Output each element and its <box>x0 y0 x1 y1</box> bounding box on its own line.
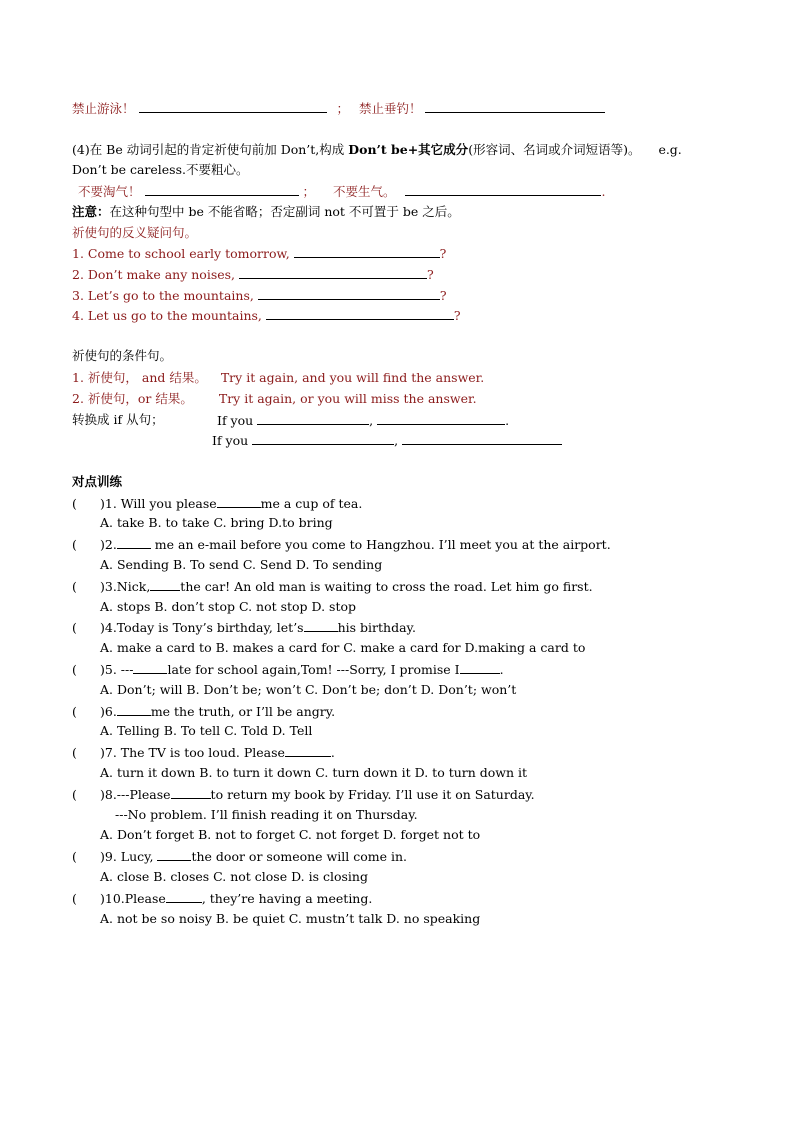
blank-q5b[interactable] <box>460 661 500 674</box>
blank-if-2a[interactable] <box>252 432 394 445</box>
drill-heading <box>72 474 122 490</box>
question-text: me a cup of tea. <box>260 496 363 511</box>
forbid-line <box>72 100 605 117</box>
separator: ； <box>336 101 349 116</box>
question-4 <box>72 619 416 636</box>
blank-q10[interactable] <box>166 890 202 903</box>
blank-tag-2[interactable] <box>239 266 427 279</box>
tag-item-4 <box>72 307 461 324</box>
period: . <box>505 413 510 428</box>
if-label: If you <box>217 413 258 428</box>
if-line-1 <box>217 412 509 429</box>
options-9: A. close B. closes C. not close D. is closing <box>100 869 368 884</box>
answer-paren: ( <box>72 579 77 594</box>
rule4-line3 <box>78 183 605 200</box>
blank-tag-3[interactable] <box>258 287 440 300</box>
rule4-text-b: (形容词、名词或介词短语等)。 <box>468 142 641 157</box>
if-line-2 <box>212 432 562 449</box>
answer-paren: ( <box>72 849 77 864</box>
question-text: , they’re having a meeting. <box>201 891 373 906</box>
tag-item-text: 4. Let us go to the mountains, <box>72 308 266 323</box>
blank-q2[interactable] <box>117 536 151 549</box>
blank-q1[interactable] <box>217 495 261 508</box>
rule4-line1 <box>72 142 682 158</box>
question-text: )6. <box>100 704 117 719</box>
period: . <box>499 662 504 677</box>
angry-label: 不要生气。 <box>332 184 396 199</box>
question-text: )9. Lucy, <box>100 849 158 864</box>
question-7 <box>72 744 335 761</box>
question-3 <box>72 578 593 595</box>
blank-q5a[interactable] <box>133 661 167 674</box>
question-text: )7. The TV is too loud. Please <box>100 745 285 760</box>
blank-q4[interactable] <box>304 619 338 632</box>
cond-item-label: 1. 祈使句， and 结果。 <box>72 370 207 385</box>
answer-paren: ( <box>72 537 77 552</box>
tag-item-2 <box>72 266 434 283</box>
question-6 <box>72 703 335 720</box>
answer-paren: ( <box>72 745 77 760</box>
question-9 <box>72 848 407 865</box>
rule4-text-a: (4)在 Be 动词引起的肯定祈使句前加 Don’t,构成 <box>72 142 349 157</box>
cond-item-2 <box>72 391 477 407</box>
answer-paren: ( <box>72 787 77 802</box>
answer-paren: ( <box>72 704 77 719</box>
question-text: )10.Please <box>100 891 166 906</box>
blank-q3[interactable] <box>150 578 180 591</box>
cond-item-example: Try it again, and you will find the answer. <box>220 370 485 385</box>
question-8 <box>72 786 535 803</box>
cond-item-example: Try it again, or you will miss the answer. <box>218 391 477 406</box>
options-5: A. Don’t; will B. Don’t be; won’t C. Don’t be; don’t D. Don’t; won’t <box>100 682 517 697</box>
question-text: the door or someone will come in. <box>191 849 407 864</box>
question-text: me the truth, or I’ll be angry. <box>150 704 336 719</box>
question-mark: ? <box>427 267 434 282</box>
question-text: )8.---Please <box>100 787 171 802</box>
comma: , <box>369 413 378 428</box>
blank-tag-1[interactable] <box>294 245 440 258</box>
cond-heading: 祈使句的条件句。 <box>72 348 173 363</box>
question-text: me an e-mail before you come to Hangzhou. I’ll meet you at the airport. <box>150 537 611 552</box>
blank-if-1b[interactable] <box>377 412 505 425</box>
options-1: A. take B. to take C. bring D.to bring <box>100 515 333 530</box>
blank-q7[interactable] <box>285 744 331 757</box>
options-4: A. make a card to B. makes a card for C. make a card for D.making a card to <box>100 640 586 655</box>
question-text: )2. <box>100 537 117 552</box>
question-1 <box>72 495 362 512</box>
question-text: )1. Will you please <box>100 496 217 511</box>
note-line <box>72 204 460 220</box>
answer-paren: ( <box>72 620 77 635</box>
options-6: A. Telling B. To tell C. Told D. Tell <box>100 723 313 738</box>
note-label: 注意： <box>72 204 110 219</box>
options-3: A. stops B. don’t stop C. not stop D. stop <box>100 599 357 614</box>
rule4-eg: e.g. <box>658 142 682 157</box>
tag-item-3 <box>72 287 447 304</box>
question-mark: ? <box>439 288 447 303</box>
no-swim-label: 禁止游泳！ <box>72 101 135 116</box>
cond-item-1 <box>72 370 484 386</box>
blank-angry[interactable] <box>405 183 601 196</box>
blank-naughty[interactable] <box>145 183 299 196</box>
no-fish-label: 禁止垂钓！ <box>358 101 422 116</box>
question-text: )4.Today is Tony’s birthday, let’s <box>100 620 304 635</box>
tag-item-1 <box>72 245 446 262</box>
question-5 <box>72 661 504 678</box>
blank-if-2b[interactable] <box>402 432 562 445</box>
question-8-reply: ---No problem. I’ll finish reading it on Thursday. <box>115 807 418 822</box>
comma: , <box>394 433 403 448</box>
blank-if-1a[interactable] <box>257 412 369 425</box>
naughty-label: 不要淘气！ <box>78 184 141 199</box>
question-2 <box>72 536 611 553</box>
answer-paren: ( <box>72 891 77 906</box>
question-10 <box>72 890 372 907</box>
question-text: )5. --- <box>100 662 134 677</box>
answer-paren: ( <box>72 496 77 511</box>
cond-item-label: 2. 祈使句，or 结果。 <box>72 391 193 406</box>
question-text: )3.Nick, <box>100 579 151 594</box>
rule4-line2: Don’t be careless.不要粗心。 <box>72 162 249 177</box>
blank-q9[interactable] <box>157 848 191 861</box>
blank-no-swim[interactable] <box>139 100 327 113</box>
question-text: late for school again,Tom! ---Sorry, I promise I <box>167 662 460 677</box>
period: . <box>330 745 335 760</box>
blank-tag-4[interactable] <box>266 307 454 320</box>
options-2: A. Sending B. To send C. Send D. To sending <box>100 557 383 572</box>
separator: ； <box>302 184 315 199</box>
blank-q8[interactable] <box>171 786 211 799</box>
tag-item-text: 1. Come to school early tomorrow, <box>72 246 294 261</box>
tag-item-text: 2. Don’t make any noises, <box>72 267 240 282</box>
convert-label: 转换成 if 从句； <box>72 412 164 427</box>
period: . <box>601 184 606 199</box>
drill-heading-text: 对点训练 <box>72 474 123 489</box>
question-text: his birthday. <box>337 620 416 635</box>
if-label: If you <box>212 433 253 448</box>
answer-paren: ( <box>72 662 77 677</box>
tag-item-text: 3. Let’s go to the mountains, <box>72 288 258 303</box>
options-10: A. not be so noisy B. be quiet C. mustn’t talk D. no speaking <box>100 911 481 926</box>
convert-line <box>72 412 510 428</box>
options-8: A. Don’t forget B. not to forget C. not forget D. forget not to <box>100 827 481 842</box>
blank-no-fish[interactable] <box>425 100 605 113</box>
blank-q6[interactable] <box>117 703 151 716</box>
question-mark: ? <box>453 308 461 323</box>
note-text: 在这种句型中 be 不能省略；否定副词 not 不可置于 be 之后。 <box>109 204 460 219</box>
options-7: A. turn it down B. to turn it down C. turn down it D. to turn down it <box>100 765 528 780</box>
question-text: the car! An old man is waiting to cross the road. Let him go first. <box>180 579 593 594</box>
question-mark: ? <box>439 246 447 261</box>
rule4-bold: Don’t be+其它成分 <box>348 142 469 157</box>
tag-heading: 祈使句的反义疑问句。 <box>72 225 198 240</box>
question-text: to return my book by Friday. I’ll use it on Saturday. <box>210 787 535 802</box>
